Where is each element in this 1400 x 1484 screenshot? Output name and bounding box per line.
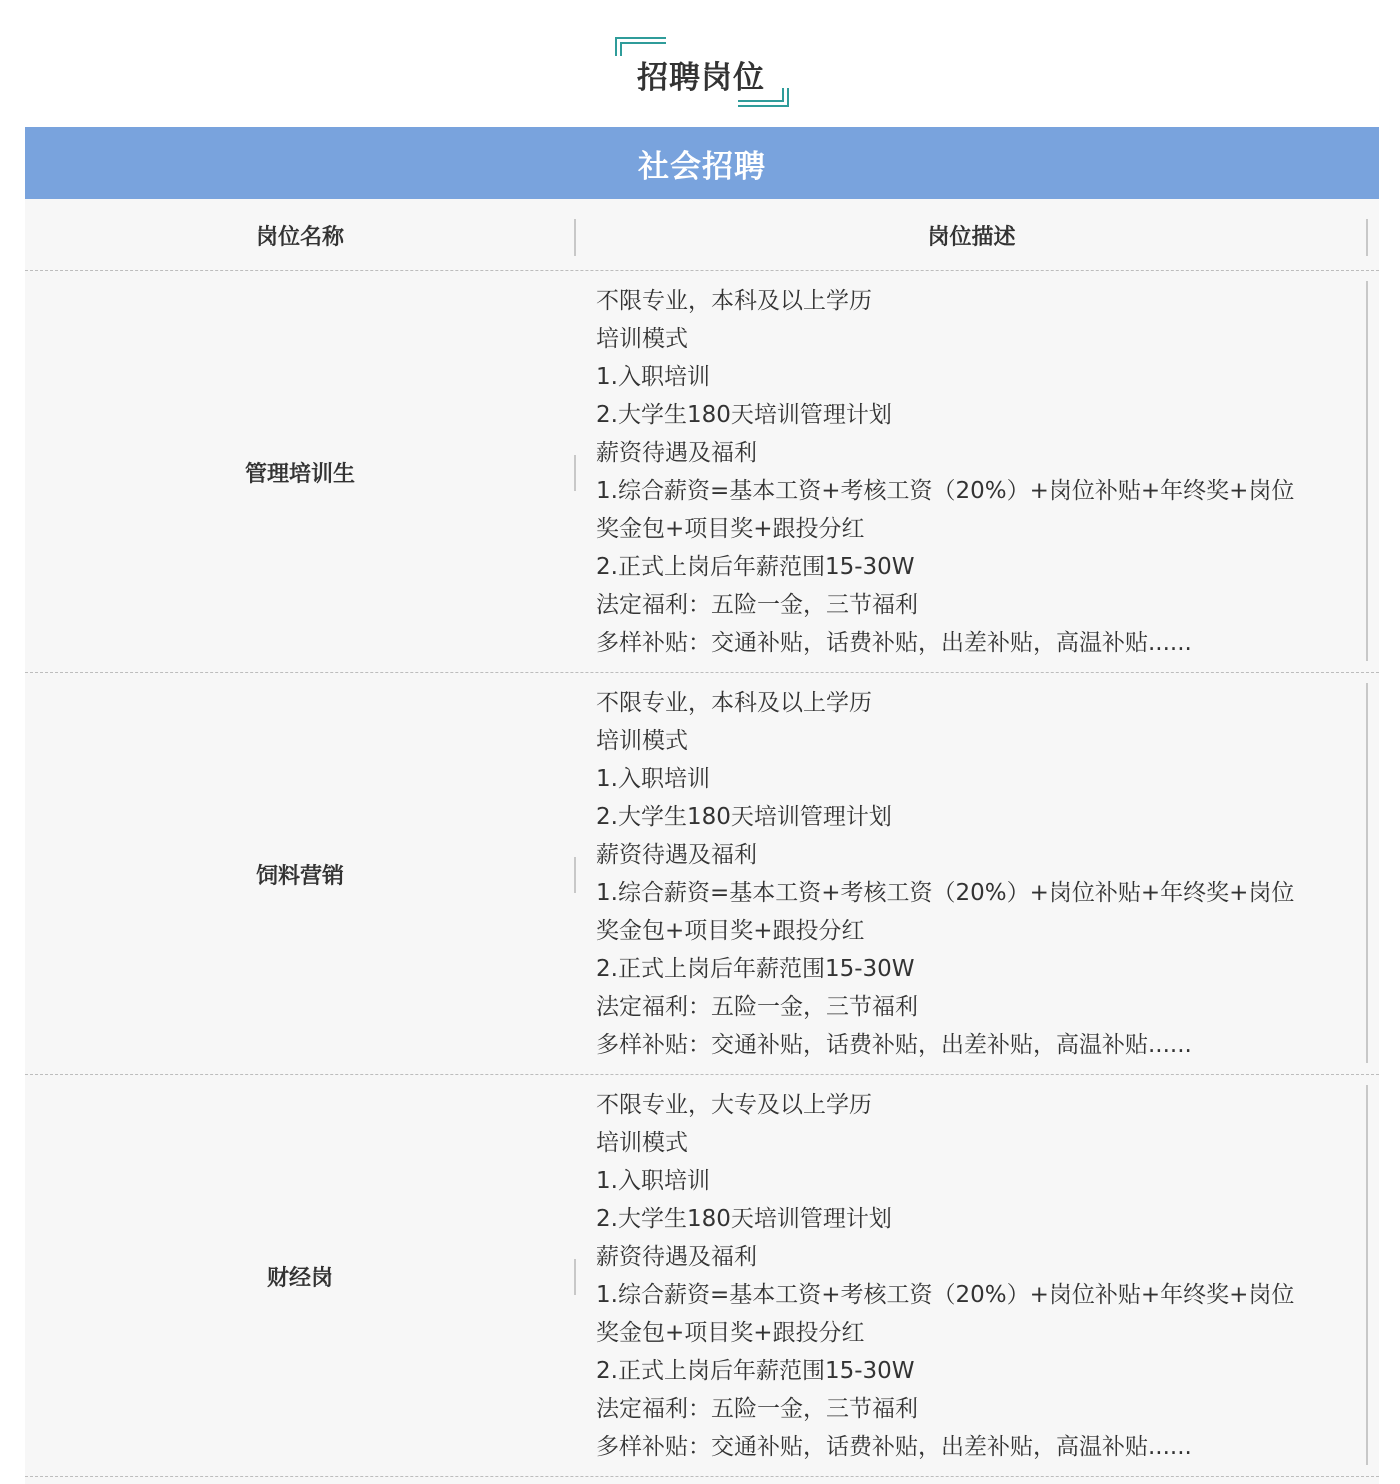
description-line: 1.入职培训: [596, 766, 710, 792]
title-frame: [614, 36, 790, 108]
table-header-row: [25, 199, 1379, 271]
description-line: 2.大学生180天培训管理计划: [596, 402, 892, 428]
description-line: 2.正式上岗后年薪范围15-30W: [596, 554, 915, 580]
description-line: 培训模式: [596, 326, 688, 352]
description-line: 法定福利：五险一金，三节福利: [596, 592, 918, 618]
description-line: 2.正式上岗后年薪范围15-30W: [596, 956, 915, 982]
cell-divider: [574, 857, 576, 893]
job-name: 财经岗: [266, 1265, 333, 1291]
description-line: 不限专业，大专及以上学历: [596, 1092, 872, 1118]
description-line: 2.正式上岗后年薪范围15-30W: [596, 1358, 915, 1384]
job-description: [596, 684, 1356, 1064]
jobs-table: [25, 199, 1379, 1484]
row-right-divider: [1366, 281, 1368, 661]
description-line: 法定福利：五险一金，三节福利: [596, 994, 918, 1020]
description-line: 奖金包+项目奖+跟投分红: [596, 1320, 865, 1346]
description-line: 1.入职培训: [596, 1168, 710, 1194]
description-line: 奖金包+项目奖+跟投分红: [596, 516, 865, 542]
job-name: 管理培训生: [244, 461, 355, 487]
cell-divider: [574, 1259, 576, 1295]
description-line: 奖金包+项目奖+跟投分红: [596, 918, 865, 944]
description-line: 不限专业，本科及以上学历: [596, 288, 872, 314]
row-right-divider: [1366, 1085, 1368, 1465]
description-line: 2.大学生180天培训管理计划: [596, 804, 892, 830]
title-section: [0, 0, 1400, 127]
title-corner-decoration-bottom-right: [738, 88, 790, 108]
row-right-divider: [1366, 683, 1368, 1063]
description-line: 培训模式: [596, 728, 688, 754]
description-line: 1.综合薪资=基本工资+考核工资（20%）+岗位补贴+年终奖+岗位: [596, 478, 1295, 504]
job-name: 饲料营销: [255, 863, 344, 889]
description-line: 多样补贴：交通补贴，话费补贴，出差补贴，高温补贴......: [596, 1434, 1192, 1460]
table-row: [25, 271, 1379, 673]
table-row: [25, 673, 1379, 1075]
description-line: 法定福利：五险一金，三节福利: [596, 1396, 918, 1422]
description-line: 1.入职培训: [596, 364, 710, 390]
description-line: 2.大学生180天培训管理计划: [596, 1206, 892, 1232]
page-title: 招聘岗位: [637, 60, 765, 96]
header-job-description: 岗位描述: [927, 224, 1016, 250]
description-line: 薪资待遇及福利: [596, 842, 757, 868]
job-description: [596, 1086, 1356, 1466]
header-job-name: 岗位名称: [255, 224, 344, 250]
header-right-divider: [1366, 219, 1368, 256]
description-line: 多样补贴：交通补贴，话费补贴，出差补贴，高温补贴......: [596, 630, 1192, 656]
description-line: 培训模式: [596, 1130, 688, 1156]
table-row: [25, 1075, 1379, 1477]
description-line: 薪资待遇及福利: [596, 1244, 757, 1270]
cell-divider: [574, 455, 576, 491]
section-banner: [25, 127, 1379, 199]
description-line: 多样补贴：交通补贴，话费补贴，出差补贴，高温补贴......: [596, 1032, 1192, 1058]
job-description: [596, 282, 1356, 662]
description-line: 1.综合薪资=基本工资+考核工资（20%）+岗位补贴+年终奖+岗位: [596, 880, 1295, 906]
banner-title: 社会招聘: [638, 148, 766, 185]
description-line: 1.综合薪资=基本工资+考核工资（20%）+岗位补贴+年终奖+岗位: [596, 1282, 1295, 1308]
description-line: 薪资待遇及福利: [596, 440, 757, 466]
description-line: 不限专业，本科及以上学历: [596, 690, 872, 716]
